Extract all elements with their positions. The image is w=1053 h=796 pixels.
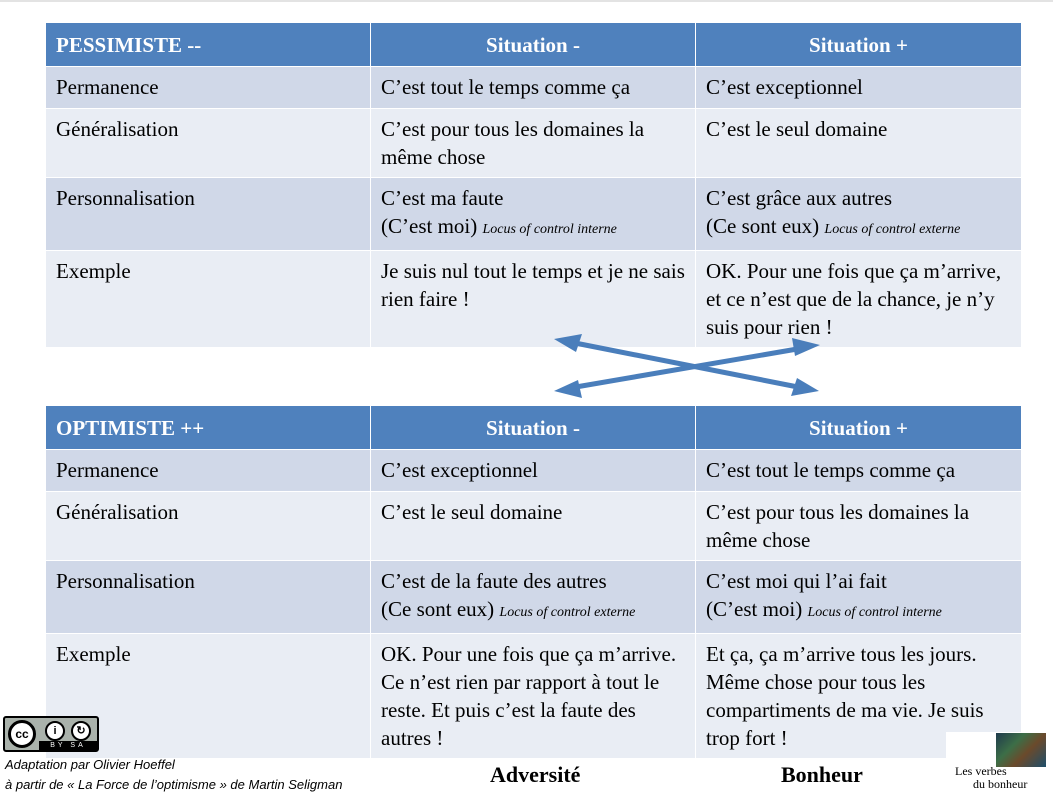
- cell-negative: Je suis nul tout le temps et je ne sais rien faire !: [371, 251, 696, 348]
- cell-negative: C’est exceptionnel: [371, 450, 696, 492]
- row-label: Personnalisation: [46, 178, 371, 251]
- cell-positive: C’est pour tous les domaines la même chose: [696, 492, 1022, 561]
- row-label: Personnalisation: [46, 561, 371, 634]
- arrowhead: [792, 338, 820, 356]
- table-row: [46, 450, 1022, 492]
- cell-positive: C’est tout le temps comme ça: [696, 450, 1022, 492]
- cc-logo-icon: cc: [8, 720, 36, 748]
- arrowhead: [554, 334, 582, 352]
- row-label: Généralisation: [46, 492, 371, 561]
- pessimist-header-row: [46, 23, 1022, 67]
- locus-note: Locus of control interne: [482, 222, 617, 237]
- top-border-line: [0, 0, 1053, 2]
- credit-author: Adaptation par Olivier Hoeffel: [5, 757, 175, 772]
- locus-note: Locus of control interne: [807, 605, 942, 620]
- cell-negative: [371, 561, 696, 634]
- cell-line: (C’est moi): [381, 214, 478, 238]
- cell-positive: C’est exceptionnel: [696, 67, 1022, 109]
- cell-line: C’est moi qui l’ai fait: [706, 569, 887, 593]
- optimist-header-positive: Situation +: [696, 406, 1022, 450]
- license-strip: BY SA: [39, 741, 97, 750]
- creative-commons-badge[interactable]: [3, 716, 99, 752]
- locus-note: Locus of control externe: [824, 222, 961, 237]
- cell-line: C’est de la faute des autres: [381, 569, 607, 593]
- logo-image: [996, 733, 1046, 767]
- table-row: [46, 109, 1022, 178]
- row-label: Généralisation: [46, 109, 371, 178]
- cell-line: (Ce sont eux): [706, 214, 820, 238]
- cell-positive: [696, 561, 1022, 634]
- cell-negative: C’est tout le temps comme ça: [371, 67, 696, 109]
- pessimist-header-title: PESSIMISTE --: [46, 23, 371, 67]
- table-row: [46, 67, 1022, 109]
- row-label: Permanence: [46, 67, 371, 109]
- row-label: Permanence: [46, 450, 371, 492]
- pessimist-header-negative: Situation -: [371, 23, 696, 67]
- table-row: [46, 178, 1022, 251]
- cell-positive: Et ça, ça m’arrive tous les jours. Même chose pour tous les compartiments de ma vie. Je suis trop fort !: [696, 634, 1022, 759]
- cell-negative: C’est pour tous les domaines la même chose: [371, 109, 696, 178]
- logo-line: Les verbes: [955, 764, 1007, 778]
- table-row: [46, 492, 1022, 561]
- logo-line: du bonheur: [973, 777, 1028, 791]
- arrowhead: [791, 378, 819, 396]
- cell-positive: OK. Pour une fois que ça m’arrive, et ce n’est que de la chance, je n’y suis pour rien !: [696, 251, 1022, 348]
- cell-line: C’est grâce aux autres: [706, 186, 892, 210]
- cell-line: (C’est moi): [706, 597, 803, 621]
- attribution-icon: i: [45, 721, 65, 741]
- cell-positive: C’est le seul domaine: [696, 109, 1022, 178]
- cell-line: C’est ma faute: [381, 186, 504, 210]
- arrowhead: [554, 380, 582, 398]
- locus-note: Locus of control externe: [499, 605, 636, 620]
- optimist-header-row: [46, 406, 1022, 450]
- table-row: [46, 634, 1022, 759]
- row-label: Exemple: [46, 634, 371, 759]
- cell-negative: OK. Pour une fois que ça m’arrive. Ce n’est rien par rapport à tout le reste. Et puis c’est la faute des autres !: [371, 634, 696, 759]
- table-row: [46, 561, 1022, 634]
- table-row: [46, 251, 1022, 348]
- cell-negative: [371, 178, 696, 251]
- label-adversity: Adversité: [490, 762, 581, 787]
- row-label: Exemple: [46, 251, 371, 348]
- credit-source: à partir de « La Force de l’optimisme » de Martin Seligman: [5, 777, 343, 792]
- optimist-table: [45, 405, 1022, 759]
- logo-text: [955, 765, 1053, 791]
- cell-line: (Ce sont eux): [381, 597, 495, 621]
- pessimist-header-positive: Situation +: [696, 23, 1022, 67]
- optimist-header-title: OPTIMISTE ++: [46, 406, 371, 450]
- share-alike-icon: ↻: [71, 721, 91, 741]
- crossed-arrows-icon: [548, 328, 838, 408]
- pessimist-table: [45, 22, 1022, 348]
- cell-positive: [696, 178, 1022, 251]
- label-happiness: Bonheur: [781, 762, 863, 787]
- optimist-header-negative: Situation -: [371, 406, 696, 450]
- cell-negative: C’est le seul domaine: [371, 492, 696, 561]
